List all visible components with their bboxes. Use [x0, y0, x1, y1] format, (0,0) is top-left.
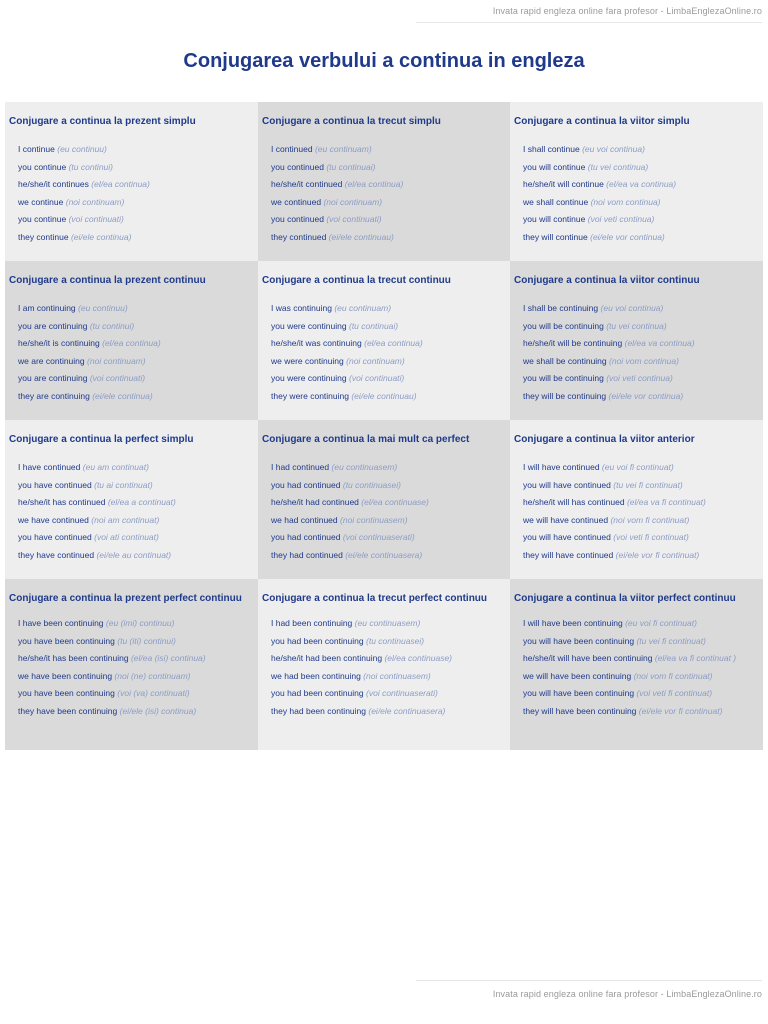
conjugation-cell — [5, 579, 258, 750]
english-form: we shall continue — [523, 196, 589, 207]
conjugation-line — [18, 370, 254, 388]
cell-title: Conjugare a continua la trecut simplu — [262, 116, 441, 127]
romanian-translation: (el/ea continua) — [344, 179, 404, 190]
conjugation-line — [271, 633, 506, 651]
conjugation-list — [262, 141, 506, 247]
conjugation-line — [271, 388, 506, 406]
romanian-translation: (tu vei continua) — [606, 320, 667, 331]
conjugation-line — [18, 229, 254, 247]
english-form: you have been continuing — [18, 688, 115, 699]
romanian-translation: (ei/ele vor continua) — [590, 231, 665, 242]
cell-title: Conjugare a continua la trecut perfect continuu — [262, 593, 488, 604]
conjugation-line — [523, 477, 759, 495]
conjugation-line — [523, 159, 759, 177]
cell-title: Conjugare a continua la viitor continuu — [514, 275, 700, 286]
english-form: they had been continuing — [271, 705, 366, 716]
romanian-translation: (voi continuati) — [89, 373, 146, 384]
cell-title: Conjugare a continua la prezent simplu — [9, 116, 196, 127]
romanian-translation: (tu continuasei) — [366, 635, 425, 646]
romanian-translation: (voi continuaserati) — [342, 532, 415, 543]
conjugation-line — [18, 494, 254, 512]
english-form: you will be continuing — [523, 320, 604, 331]
conjugation-list — [9, 141, 254, 247]
english-form: they are continuing — [18, 390, 90, 401]
romanian-translation: (tu ai continuat) — [94, 479, 153, 490]
conjugation-list — [9, 459, 254, 565]
conjugation-list — [514, 300, 759, 406]
romanian-translation: (ei/ele continuasera) — [368, 705, 446, 716]
romanian-translation: (eu continuasem) — [354, 618, 421, 628]
romanian-translation: (tu vei fi continuat) — [613, 479, 683, 490]
conjugation-grid — [5, 102, 763, 750]
romanian-translation: (voi veti fi continuat) — [613, 532, 689, 543]
english-form: he/she/it continues — [18, 179, 89, 190]
english-form: you continued — [271, 214, 324, 225]
romanian-translation: (tu continui) — [89, 320, 135, 331]
english-form: he/she/it had continued — [271, 497, 359, 508]
romanian-translation: (el/ea va continua) — [606, 179, 677, 190]
english-form: you have continued — [18, 532, 92, 543]
conjugation-line — [18, 159, 254, 177]
conjugation-list — [514, 459, 759, 565]
romanian-translation: (el/ea continua) — [364, 338, 423, 349]
english-form: he/she/it had been continuing — [271, 653, 383, 664]
header-note: Invata rapid engleza online fara profesor - LimbaEnglezaOnline.ro — [416, 6, 762, 23]
conjugation-line — [523, 229, 759, 247]
english-form: you are continuing — [18, 320, 88, 331]
romanian-translation: (el/ea va fi continuat) — [626, 497, 706, 508]
conjugation-list — [262, 300, 506, 406]
english-form: he/she/it has been continuing — [18, 653, 129, 664]
romanian-translation: (eu voi fi continuat) — [625, 618, 697, 628]
romanian-translation: (el/ea continuase) — [361, 497, 429, 508]
conjugation-list — [262, 615, 506, 721]
romanian-translation: (eu voi continua) — [582, 144, 645, 154]
conjugation-line — [18, 529, 254, 547]
conjugation-line — [271, 159, 506, 177]
english-form: they will have continued — [523, 549, 614, 560]
romanian-translation: (eu continuam) — [334, 303, 392, 313]
english-form: we have continued — [18, 514, 89, 525]
english-form: they continued — [271, 231, 327, 242]
conjugation-line — [18, 650, 254, 668]
romanian-translation: (eu am continuat) — [82, 462, 149, 472]
conjugation-line — [271, 335, 506, 353]
english-form: he/she/it was continuing — [271, 338, 362, 349]
conjugation-line — [18, 141, 254, 159]
conjugation-cell — [510, 420, 763, 579]
conjugation-line — [523, 615, 759, 633]
english-form: he/she/it will continue — [523, 179, 604, 190]
english-form: you were continuing — [271, 373, 347, 384]
romanian-translation: (noi vom continua) — [590, 196, 661, 207]
conjugation-line — [271, 650, 506, 668]
conjugation-line — [271, 176, 506, 194]
conjugation-cell — [258, 102, 510, 261]
conjugation-list — [9, 615, 254, 721]
english-form: we will have continued — [523, 514, 609, 525]
english-form: I shall continue — [523, 144, 580, 154]
romanian-translation: (tu continuai) — [326, 161, 376, 172]
romanian-translation: (noi vom fi continuat) — [633, 670, 713, 681]
english-form: he/she/it will has continued — [523, 497, 625, 508]
conjugation-line — [18, 211, 254, 229]
conjugation-line — [271, 353, 506, 371]
conjugation-line — [523, 353, 759, 371]
english-form: they were continuing — [271, 390, 349, 401]
english-form: you had continued — [271, 479, 341, 490]
conjugation-line — [523, 547, 759, 565]
english-form: he/she/it is continuing — [18, 338, 100, 349]
english-form: you were continuing — [271, 320, 347, 331]
conjugation-line — [271, 668, 506, 686]
romanian-translation: (voi continuati) — [326, 214, 382, 225]
conjugation-line — [523, 300, 759, 318]
english-form: you have been continuing — [18, 635, 115, 646]
conjugation-list — [262, 459, 506, 565]
romanian-translation: (ei/ele vor continua) — [608, 390, 684, 401]
conjugation-line — [18, 388, 254, 406]
conjugation-line — [18, 703, 254, 721]
conjugation-line — [18, 459, 254, 477]
conjugation-line — [523, 211, 759, 229]
conjugation-line — [18, 477, 254, 495]
conjugation-line — [523, 494, 759, 512]
english-form: they will continue — [523, 231, 588, 242]
conjugation-line — [18, 335, 254, 353]
conjugation-line — [271, 703, 506, 721]
romanian-translation: (ei/ele continuasera) — [345, 549, 423, 560]
romanian-translation: (tu vei fi continuat) — [636, 635, 706, 646]
romanian-translation: (el/ea va fi continuat ) — [654, 653, 737, 664]
english-form: they continue — [18, 231, 69, 242]
english-form: they will have been continuing — [523, 705, 637, 716]
english-form: they have continued — [18, 549, 95, 560]
romanian-translation: (eu voi continua) — [600, 303, 664, 313]
conjugation-list — [514, 615, 759, 721]
conjugation-line — [523, 703, 759, 721]
conjugation-line — [18, 353, 254, 371]
conjugation-cell — [510, 579, 763, 750]
romanian-translation: (noi continuam) — [323, 196, 383, 207]
english-form: you will have been continuing — [523, 635, 635, 646]
conjugation-line — [18, 318, 254, 336]
conjugation-cell — [5, 420, 258, 579]
romanian-translation: (ei/ele vor fi continuat) — [615, 549, 700, 560]
english-form: you had continued — [271, 532, 341, 543]
conjugation-cell — [510, 102, 763, 261]
romanian-translation: (eu (imi) continuu) — [105, 618, 175, 628]
romanian-translation: (voi veti fi continuat) — [636, 688, 713, 699]
conjugation-line — [523, 529, 759, 547]
english-form: you had been continuing — [271, 688, 364, 699]
romanian-translation: (noi (ne) continuam) — [114, 670, 191, 681]
cell-title: Conjugare a continua la trecut continuu — [262, 275, 451, 286]
english-form: I have continued — [18, 462, 81, 472]
conjugation-line — [271, 477, 506, 495]
romanian-translation: (voi continuaserati) — [366, 688, 438, 699]
conjugation-line — [271, 529, 506, 547]
english-form: I continued — [271, 144, 313, 154]
english-form: I was continuing — [271, 303, 332, 313]
conjugation-line — [523, 633, 759, 651]
romanian-translation: (tu vei continua) — [587, 161, 649, 172]
romanian-translation: (ei/ele continuau) — [328, 231, 394, 242]
english-form: we have been continuing — [18, 670, 113, 681]
conjugation-line — [18, 547, 254, 565]
romanian-translation: (tu (iti) continui) — [117, 635, 176, 646]
english-form: I will have been continuing — [523, 618, 623, 628]
romanian-translation: (eu continuam) — [314, 144, 372, 154]
romanian-translation: (el/ea continua) — [102, 338, 161, 349]
cell-title: Conjugare a continua la prezent perfect continuu — [9, 593, 242, 604]
cell-title: Conjugare a continua la viitor perfect continuu — [514, 593, 736, 604]
romanian-translation: (voi veti continua) — [587, 214, 655, 225]
conjugation-line — [523, 512, 759, 530]
conjugation-line — [18, 512, 254, 530]
english-form: you will continue — [523, 214, 586, 225]
conjugation-line — [271, 547, 506, 565]
conjugation-line — [523, 370, 759, 388]
conjugation-line — [18, 300, 254, 318]
romanian-translation: (ei/ele continuau) — [351, 390, 417, 401]
conjugation-line — [271, 459, 506, 477]
conjugation-line — [271, 494, 506, 512]
conjugation-line — [523, 459, 759, 477]
english-form: you will continue — [523, 161, 586, 172]
conjugation-line — [18, 615, 254, 633]
conjugation-line — [18, 668, 254, 686]
conjugation-line — [523, 388, 759, 406]
romanian-translation: (tu continuasei) — [342, 479, 401, 490]
conjugation-line — [18, 633, 254, 651]
english-form: you will have continued — [523, 479, 611, 490]
cell-title: Conjugare a continua la viitor simplu — [514, 116, 690, 127]
english-form: you will have been continuing — [523, 688, 635, 699]
romanian-translation: (ei/ele au continuat) — [96, 549, 172, 560]
english-form: you will have continued — [523, 532, 611, 543]
english-form: he/she/it will be continuing — [523, 338, 623, 349]
english-form: they have been continuing — [18, 705, 118, 716]
romanian-translation: (eu continuasem) — [331, 462, 398, 472]
english-form: we had been continuing — [271, 670, 361, 681]
conjugation-cell — [258, 579, 510, 750]
english-form: I shall be continuing — [523, 303, 599, 313]
romanian-translation: (eu voi fi continuat) — [601, 462, 674, 472]
english-form: we are continuing — [18, 355, 85, 366]
conjugation-cell — [258, 420, 510, 579]
english-form: you continued — [271, 161, 324, 172]
english-form: I continue — [18, 144, 55, 154]
english-form: he/she/it has continued — [18, 497, 106, 508]
conjugation-line — [271, 512, 506, 530]
romanian-translation: (el/ea va continua) — [624, 338, 695, 349]
romanian-translation: (noi vom continua) — [609, 355, 679, 366]
romanian-translation: (tu continui) — [68, 161, 113, 172]
cell-title: Conjugare a continua la prezent continuu — [9, 275, 206, 286]
english-form: I had continued — [271, 462, 330, 472]
english-form: he/she/it will have been continuing — [523, 653, 653, 664]
english-form: you are continuing — [18, 373, 88, 384]
conjugation-line — [18, 176, 254, 194]
conjugation-line — [271, 229, 506, 247]
page-title: Conjugarea verbului a continua in engleza — [183, 50, 585, 72]
conjugation-cell — [5, 261, 258, 420]
english-form: I am continuing — [18, 303, 76, 313]
english-form: you continue — [18, 161, 67, 172]
conjugation-line — [523, 668, 759, 686]
conjugation-line — [271, 318, 506, 336]
english-form: I have been continuing — [18, 618, 104, 628]
romanian-translation: (ei/ele continua) — [70, 231, 132, 242]
romanian-translation: (eu continuu) — [57, 144, 107, 154]
english-form: I will have continued — [523, 462, 600, 472]
conjugation-cell — [258, 261, 510, 420]
conjugation-line — [523, 685, 759, 703]
romanian-translation: (noi continuasem) — [363, 670, 431, 681]
cell-title: Conjugare a continua la mai mult ca perfect — [262, 434, 470, 445]
english-form: we shall be continuing — [523, 355, 607, 366]
romanian-translation: (noi am continuat) — [91, 514, 160, 525]
romanian-translation: (noi continuam) — [65, 196, 125, 207]
conjugation-line — [523, 141, 759, 159]
romanian-translation: (ei/ele (isi) continua) — [119, 705, 197, 716]
romanian-translation: (el/ea (isi) continua) — [130, 653, 206, 664]
english-form: we will have been continuing — [523, 670, 632, 681]
english-form: I had been continuing — [271, 618, 353, 628]
conjugation-line — [523, 318, 759, 336]
english-form: you had been continuing — [271, 635, 364, 646]
romanian-translation: (tu continuai) — [348, 320, 399, 331]
romanian-translation: (noi continuam) — [87, 355, 146, 366]
romanian-translation: (noi vom fi continuat) — [610, 514, 690, 525]
conjugation-cell — [510, 261, 763, 420]
conjugation-list — [514, 141, 759, 247]
conjugation-line — [271, 300, 506, 318]
conjugation-line — [271, 370, 506, 388]
conjugation-line — [271, 685, 506, 703]
conjugation-line — [18, 685, 254, 703]
romanian-translation: (noi continuam) — [346, 355, 405, 366]
romanian-translation: (voi veti continua) — [606, 373, 673, 384]
romanian-translation: (ei/ele continua) — [92, 390, 153, 401]
cell-title: Conjugare a continua la viitor anterior — [514, 434, 695, 445]
romanian-translation: (el/ea a continuat) — [107, 497, 176, 508]
conjugation-line — [523, 335, 759, 353]
conjugation-line — [523, 650, 759, 668]
english-form: we continue — [18, 196, 64, 207]
english-form: they will be continuing — [523, 390, 607, 401]
conjugation-line — [523, 194, 759, 212]
english-form: they had continued — [271, 549, 343, 560]
conjugation-list — [9, 300, 254, 406]
romanian-translation: (voi ati continuat) — [94, 532, 159, 543]
romanian-translation: (ei/ele vor fi continuat) — [638, 705, 723, 716]
romanian-translation: (voi continuati) — [348, 373, 405, 384]
english-form: you continue — [18, 214, 67, 225]
romanian-translation: (eu continuu) — [78, 303, 128, 313]
english-form: he/she/it continued — [271, 179, 343, 190]
conjugation-line — [271, 211, 506, 229]
conjugation-line — [523, 176, 759, 194]
english-form: we continued — [271, 196, 322, 207]
conjugation-line — [271, 615, 506, 633]
conjugation-cell — [5, 102, 258, 261]
conjugation-line — [271, 194, 506, 212]
english-form: you will be continuing — [523, 373, 604, 384]
conjugation-line — [271, 141, 506, 159]
english-form: we were continuing — [271, 355, 344, 366]
english-form: we had continued — [271, 514, 338, 525]
conjugation-line — [18, 194, 254, 212]
cell-title: Conjugare a continua la perfect simplu — [9, 434, 194, 445]
romanian-translation: (voi (va) continuati) — [117, 688, 190, 699]
romanian-translation: (el/ea continua) — [91, 179, 150, 190]
english-form: you have continued — [18, 479, 92, 490]
romanian-translation: (voi continuati) — [68, 214, 124, 225]
footer-note: Invata rapid engleza online fara profesor - LimbaEnglezaOnline.ro — [416, 980, 762, 999]
romanian-translation: (noi continuasem) — [340, 514, 408, 525]
romanian-translation: (el/ea continuase) — [384, 653, 453, 664]
